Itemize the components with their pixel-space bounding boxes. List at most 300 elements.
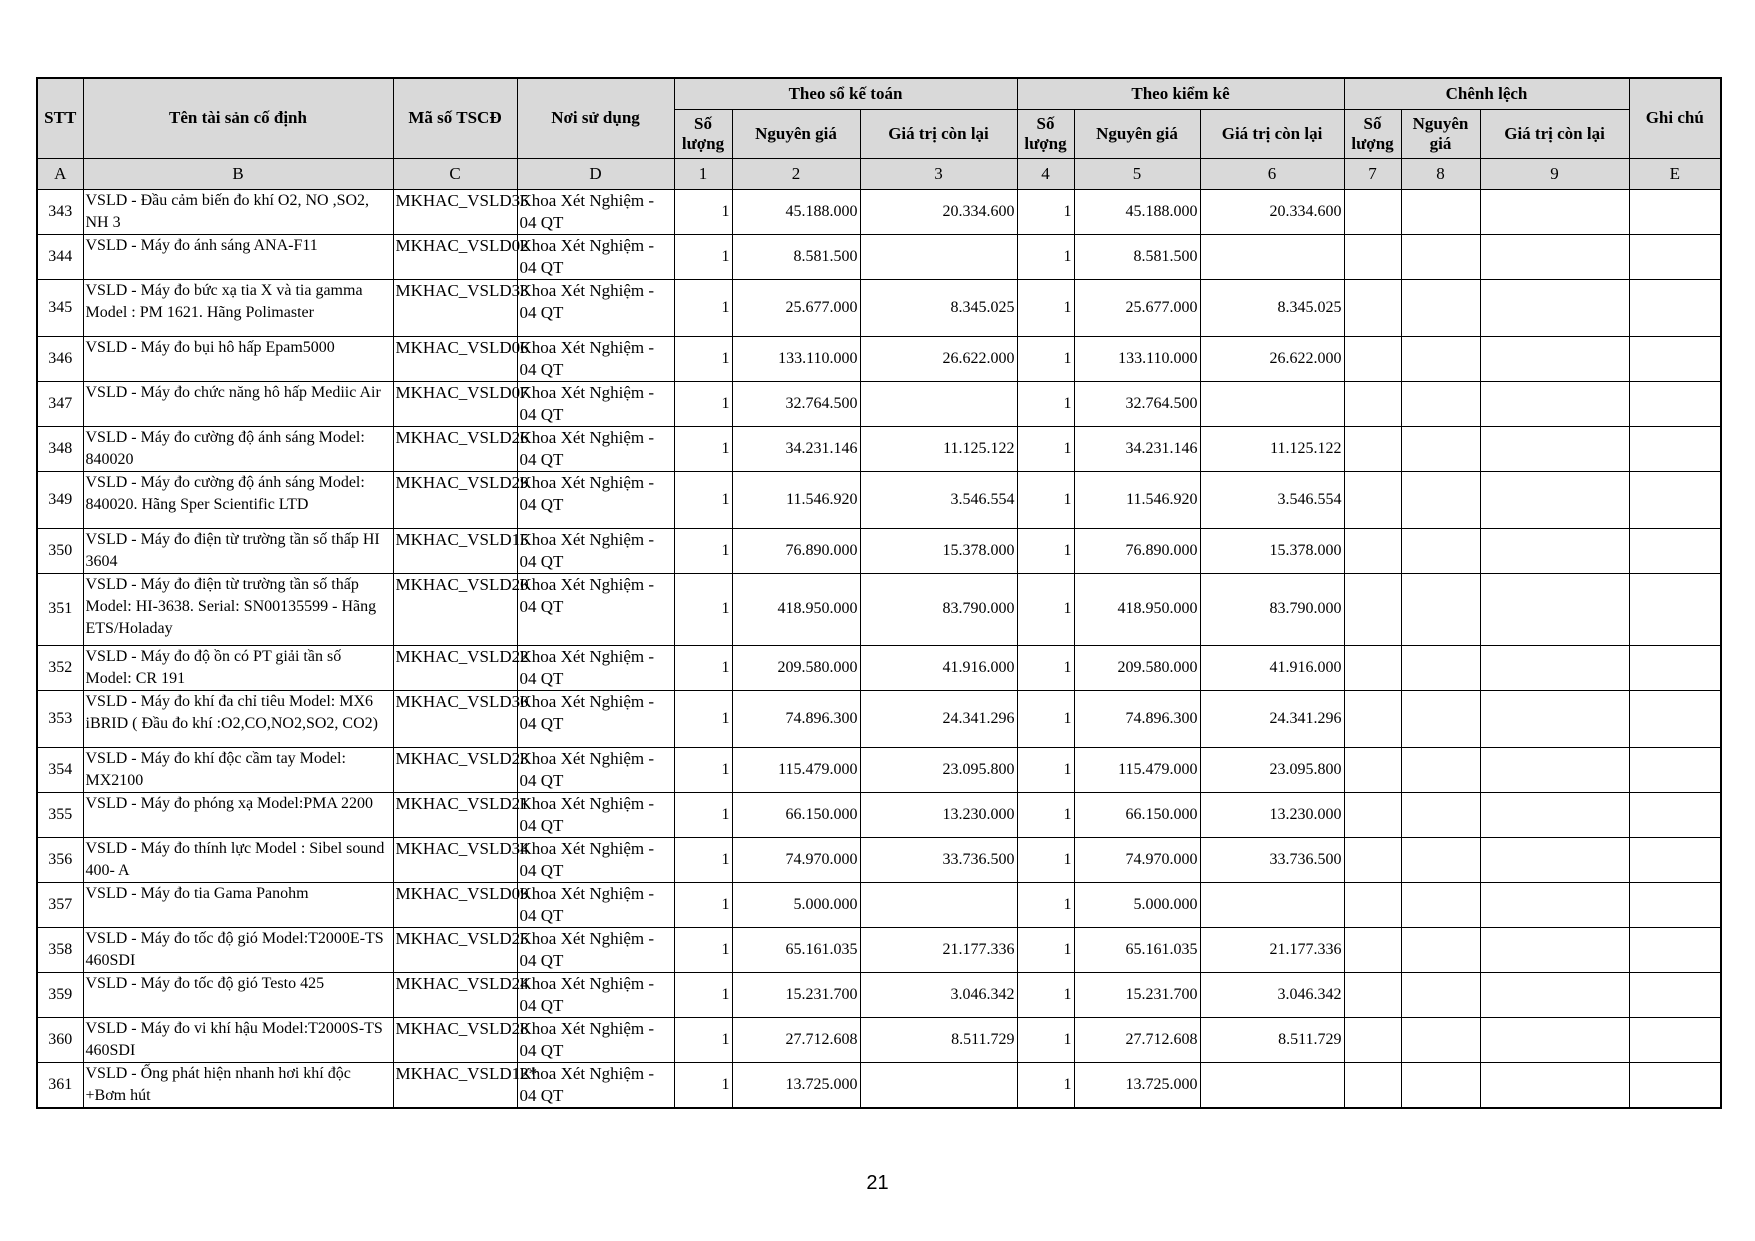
- row-qty-accounting: 1: [674, 882, 732, 927]
- table-row: [37, 747, 1721, 792]
- row-asset-name: VSLD - Máy đo tốc độ gió Testo 425: [83, 972, 393, 1017]
- row-price-difference: [1401, 747, 1480, 792]
- row-location: Khoa Xét Nghiệm - 04 QT: [517, 1062, 674, 1108]
- row-qty-difference: [1344, 426, 1401, 471]
- row-qty-accounting: 1: [674, 381, 732, 426]
- row-price-inventory: 5.000.000: [1074, 882, 1200, 927]
- row-asset-code: MKHAC_VSLD21: [393, 792, 517, 837]
- row-note: [1629, 381, 1721, 426]
- row-qty-inventory: 1: [1017, 528, 1074, 573]
- row-note: [1629, 690, 1721, 747]
- row-stt: 352: [37, 645, 83, 690]
- row-asset-name: VSLD - Máy đo phóng xạ Model:PMA 2200: [83, 792, 393, 837]
- row-price-accounting: 32.764.500: [732, 381, 860, 426]
- row-remaining-inventory: 11.125.122: [1200, 426, 1344, 471]
- header-group-accounting: Theo sổ kế toán: [674, 78, 1017, 109]
- row-asset-name: VSLD - Máy đo điện từ trường tần số thấp Model: HI-3638. Serial: SN00135599 - Hãng ETS/Holaday: [83, 573, 393, 645]
- row-remaining-inventory: [1200, 381, 1344, 426]
- row-remaining-accounting: 21.177.336: [860, 927, 1017, 972]
- row-asset-code: MKHAC_VSLD29: [393, 471, 517, 528]
- row-price-difference: [1401, 573, 1480, 645]
- row-note: [1629, 471, 1721, 528]
- row-stt: 349: [37, 471, 83, 528]
- row-note: [1629, 279, 1721, 336]
- row-qty-inventory: 1: [1017, 279, 1074, 336]
- row-remaining-inventory: 21.177.336: [1200, 927, 1344, 972]
- row-qty-accounting: 1: [674, 645, 732, 690]
- row-location: Khoa Xét Nghiệm - 04 QT: [517, 381, 674, 426]
- row-qty-difference: [1344, 882, 1401, 927]
- table-row: [37, 189, 1721, 234]
- row-stt: 347: [37, 381, 83, 426]
- table-row: [37, 573, 1721, 645]
- row-remaining-accounting: 3.046.342: [860, 972, 1017, 1017]
- row-stt: 356: [37, 837, 83, 882]
- row-remaining-difference: [1480, 528, 1629, 573]
- row-note: [1629, 336, 1721, 381]
- row-qty-difference: [1344, 1017, 1401, 1062]
- row-qty-accounting: 1: [674, 471, 732, 528]
- row-qty-inventory: 1: [1017, 189, 1074, 234]
- asset-inventory-table: [36, 77, 1722, 1109]
- row-asset-code: MKHAC_VSLD35: [393, 189, 517, 234]
- row-asset-code: MKHAC_VSLD28: [393, 1017, 517, 1062]
- row-location: Khoa Xét Nghiệm - 04 QT: [517, 528, 674, 573]
- row-location: Khoa Xét Nghiệm - 04 QT: [517, 279, 674, 336]
- row-price-accounting: 8.581.500: [732, 234, 860, 279]
- row-qty-difference: [1344, 1062, 1401, 1108]
- row-asset-code: MKHAC_VSLD24: [393, 972, 517, 1017]
- row-remaining-accounting: 83.790.000: [860, 573, 1017, 645]
- column-letter: 1: [674, 158, 732, 189]
- row-qty-accounting: 1: [674, 837, 732, 882]
- row-asset-name: VSLD - Máy đo chức năng hô hấp Mediic Air: [83, 381, 393, 426]
- row-price-difference: [1401, 381, 1480, 426]
- row-price-accounting: 115.479.000: [732, 747, 860, 792]
- row-price-inventory: 76.890.000: [1074, 528, 1200, 573]
- row-note: [1629, 426, 1721, 471]
- row-asset-name: VSLD - Máy đo điện từ trường tần số thấp HI 3604: [83, 528, 393, 573]
- row-qty-accounting: 1: [674, 528, 732, 573]
- row-qty-accounting: 1: [674, 792, 732, 837]
- row-asset-code: MKHAC_VSLD06: [393, 336, 517, 381]
- row-stt: 357: [37, 882, 83, 927]
- row-price-inventory: 133.110.000: [1074, 336, 1200, 381]
- row-remaining-inventory: 15.378.000: [1200, 528, 1344, 573]
- table-row: [37, 882, 1721, 927]
- row-qty-inventory: 1: [1017, 381, 1074, 426]
- row-price-difference: [1401, 972, 1480, 1017]
- row-remaining-accounting: 3.546.554: [860, 471, 1017, 528]
- row-qty-difference: [1344, 381, 1401, 426]
- row-qty-accounting: 1: [674, 972, 732, 1017]
- row-asset-code: MKHAC_VSLD09: [393, 882, 517, 927]
- header-price-accounting: Nguyên giá: [732, 109, 860, 158]
- row-location: Khoa Xét Nghiệm - 04 QT: [517, 234, 674, 279]
- table-row: [37, 1062, 1721, 1108]
- row-asset-name: VSLD - Máy đo ánh sáng ANA-F11: [83, 234, 393, 279]
- row-stt: 354: [37, 747, 83, 792]
- row-price-difference: [1401, 189, 1480, 234]
- row-price-inventory: 8.581.500: [1074, 234, 1200, 279]
- table-row: [37, 1017, 1721, 1062]
- row-qty-difference: [1344, 336, 1401, 381]
- row-qty-accounting: 1: [674, 1017, 732, 1062]
- row-remaining-difference: [1480, 381, 1629, 426]
- column-letter-row: [37, 158, 1721, 189]
- row-price-difference: [1401, 528, 1480, 573]
- row-asset-code: MKHAC_VSLD33: [393, 279, 517, 336]
- row-price-inventory: 27.712.608: [1074, 1017, 1200, 1062]
- row-remaining-difference: [1480, 645, 1629, 690]
- row-remaining-inventory: 83.790.000: [1200, 573, 1344, 645]
- row-price-accounting: 45.188.000: [732, 189, 860, 234]
- row-remaining-accounting: [860, 234, 1017, 279]
- row-qty-accounting: 1: [674, 573, 732, 645]
- row-price-inventory: 15.231.700: [1074, 972, 1200, 1017]
- row-price-difference: [1401, 645, 1480, 690]
- row-asset-name: VSLD - Máy đo cường độ ánh sáng Model: 840020. Hãng Sper Scientific LTD: [83, 471, 393, 528]
- row-asset-code: MKHAC_VSLD02: [393, 234, 517, 279]
- row-remaining-accounting: 24.341.296: [860, 690, 1017, 747]
- row-remaining-difference: [1480, 189, 1629, 234]
- row-price-accounting: 11.546.920: [732, 471, 860, 528]
- row-asset-code: MKHAC_VSLD30: [393, 690, 517, 747]
- row-remaining-inventory: 13.230.000: [1200, 792, 1344, 837]
- row-asset-name: VSLD - Máy đo thính lực Model : Sibel sound 400- A: [83, 837, 393, 882]
- row-stt: 359: [37, 972, 83, 1017]
- row-remaining-inventory: 8.511.729: [1200, 1017, 1344, 1062]
- row-asset-code: MKHAC_VSLD23: [393, 747, 517, 792]
- row-asset-name: VSLD - Máy đo độ ồn có PT giải tần số Model: CR 191: [83, 645, 393, 690]
- row-note: [1629, 972, 1721, 1017]
- header-remaining-inventory: Giá trị còn lại: [1200, 109, 1344, 158]
- column-letter: 6: [1200, 158, 1344, 189]
- row-location: Khoa Xét Nghiệm - 04 QT: [517, 747, 674, 792]
- row-price-difference: [1401, 279, 1480, 336]
- row-qty-inventory: 1: [1017, 690, 1074, 747]
- row-price-difference: [1401, 336, 1480, 381]
- row-remaining-inventory: [1200, 234, 1344, 279]
- row-stt: 358: [37, 927, 83, 972]
- row-qty-difference: [1344, 279, 1401, 336]
- row-price-difference: [1401, 1017, 1480, 1062]
- table-row: [37, 528, 1721, 573]
- header-remaining-accounting: Giá trị còn lại: [860, 109, 1017, 158]
- row-stt: 353: [37, 690, 83, 747]
- row-remaining-accounting: 20.334.600: [860, 189, 1017, 234]
- row-qty-inventory: 1: [1017, 426, 1074, 471]
- row-remaining-accounting: 8.345.025: [860, 279, 1017, 336]
- row-note: [1629, 234, 1721, 279]
- row-price-inventory: 209.580.000: [1074, 645, 1200, 690]
- row-qty-accounting: 1: [674, 690, 732, 747]
- row-location: Khoa Xét Nghiệm - 04 QT: [517, 645, 674, 690]
- row-stt: 351: [37, 573, 83, 645]
- row-qty-difference: [1344, 573, 1401, 645]
- row-remaining-accounting: [860, 1062, 1017, 1108]
- row-remaining-difference: [1480, 1062, 1629, 1108]
- row-price-accounting: 15.231.700: [732, 972, 860, 1017]
- row-qty-inventory: 1: [1017, 882, 1074, 927]
- table-row: [37, 645, 1721, 690]
- row-price-inventory: 25.677.000: [1074, 279, 1200, 336]
- row-qty-inventory: 1: [1017, 336, 1074, 381]
- row-remaining-accounting: [860, 381, 1017, 426]
- row-qty-inventory: 1: [1017, 1017, 1074, 1062]
- row-price-accounting: 74.896.300: [732, 690, 860, 747]
- row-stt: 361: [37, 1062, 83, 1108]
- row-qty-accounting: 1: [674, 279, 732, 336]
- row-price-difference: [1401, 927, 1480, 972]
- row-asset-name: VSLD - Đầu cảm biến đo khí O2, NO ,SO2, NH 3: [83, 189, 393, 234]
- row-remaining-accounting: 11.125.122: [860, 426, 1017, 471]
- row-stt: 350: [37, 528, 83, 573]
- row-price-inventory: 32.764.500: [1074, 381, 1200, 426]
- row-remaining-inventory: 8.345.025: [1200, 279, 1344, 336]
- header-remaining-difference: Giá trị còn lại: [1480, 109, 1629, 158]
- row-qty-difference: [1344, 690, 1401, 747]
- row-remaining-inventory: 41.916.000: [1200, 645, 1344, 690]
- row-stt: 346: [37, 336, 83, 381]
- row-qty-difference: [1344, 645, 1401, 690]
- row-price-inventory: 11.546.920: [1074, 471, 1200, 528]
- header-note: Ghi chú: [1629, 78, 1721, 158]
- row-remaining-inventory: 33.736.500: [1200, 837, 1344, 882]
- row-remaining-difference: [1480, 234, 1629, 279]
- row-remaining-difference: [1480, 837, 1629, 882]
- row-price-difference: [1401, 234, 1480, 279]
- row-qty-inventory: 1: [1017, 645, 1074, 690]
- header-group-inventory: Theo kiểm kê: [1017, 78, 1344, 109]
- row-asset-name: VSLD - Máy đo khí độc cầm tay Model: MX2100: [83, 747, 393, 792]
- row-price-inventory: 45.188.000: [1074, 189, 1200, 234]
- row-price-accounting: 65.161.035: [732, 927, 860, 972]
- row-location: Khoa Xét Nghiệm - 04 QT: [517, 336, 674, 381]
- row-price-difference: [1401, 471, 1480, 528]
- row-qty-accounting: 1: [674, 927, 732, 972]
- header-price-difference: Nguyên giá: [1401, 109, 1480, 158]
- row-price-accounting: 133.110.000: [732, 336, 860, 381]
- row-remaining-difference: [1480, 882, 1629, 927]
- header-asset-name: Tên tài sản cố định: [83, 78, 393, 158]
- row-remaining-difference: [1480, 747, 1629, 792]
- column-letter: 9: [1480, 158, 1629, 189]
- row-note: [1629, 792, 1721, 837]
- row-location: Khoa Xét Nghiệm - 04 QT: [517, 189, 674, 234]
- row-asset-name: VSLD - Máy đo vi khí hậu Model:T2000S-TS 460SDI: [83, 1017, 393, 1062]
- column-letter: 2: [732, 158, 860, 189]
- row-remaining-difference: [1480, 573, 1629, 645]
- row-location: Khoa Xét Nghiệm - 04 QT: [517, 882, 674, 927]
- row-note: [1629, 528, 1721, 573]
- header-group-difference: Chênh lệch: [1344, 78, 1629, 109]
- row-qty-inventory: 1: [1017, 927, 1074, 972]
- table-row: [37, 426, 1721, 471]
- row-remaining-inventory: [1200, 882, 1344, 927]
- row-remaining-difference: [1480, 972, 1629, 1017]
- row-price-inventory: 74.896.300: [1074, 690, 1200, 747]
- row-qty-inventory: 1: [1017, 471, 1074, 528]
- row-qty-accounting: 1: [674, 336, 732, 381]
- table-row: [37, 690, 1721, 747]
- row-stt: 343: [37, 189, 83, 234]
- row-qty-accounting: 1: [674, 234, 732, 279]
- row-stt: 344: [37, 234, 83, 279]
- row-location: Khoa Xét Nghiệm - 04 QT: [517, 927, 674, 972]
- column-letter: A: [37, 158, 83, 189]
- row-asset-code: MKHAC_VSLD12*: [393, 1062, 517, 1108]
- header-qty-difference: Số lượng: [1344, 109, 1401, 158]
- table-row: [37, 234, 1721, 279]
- row-remaining-accounting: 23.095.800: [860, 747, 1017, 792]
- row-remaining-inventory: 26.622.000: [1200, 336, 1344, 381]
- table-row: [37, 972, 1721, 1017]
- row-note: [1629, 837, 1721, 882]
- row-remaining-accounting: 13.230.000: [860, 792, 1017, 837]
- row-note: [1629, 189, 1721, 234]
- row-stt: 360: [37, 1017, 83, 1062]
- page-number: 21: [866, 1172, 889, 1194]
- row-qty-difference: [1344, 189, 1401, 234]
- row-remaining-accounting: 15.378.000: [860, 528, 1017, 573]
- header-stt: STT: [37, 78, 83, 158]
- row-asset-name: VSLD - Máy đo bụi hô hấp Epam5000: [83, 336, 393, 381]
- row-qty-difference: [1344, 927, 1401, 972]
- table-row: [37, 927, 1721, 972]
- row-qty-inventory: 1: [1017, 1062, 1074, 1108]
- row-price-inventory: 66.150.000: [1074, 792, 1200, 837]
- row-remaining-inventory: 23.095.800: [1200, 747, 1344, 792]
- column-letter: 3: [860, 158, 1017, 189]
- row-price-accounting: 76.890.000: [732, 528, 860, 573]
- row-location: Khoa Xét Nghiệm - 04 QT: [517, 426, 674, 471]
- row-qty-inventory: 1: [1017, 573, 1074, 645]
- row-price-accounting: 5.000.000: [732, 882, 860, 927]
- row-remaining-difference: [1480, 792, 1629, 837]
- column-letter: B: [83, 158, 393, 189]
- row-remaining-inventory: 20.334.600: [1200, 189, 1344, 234]
- row-qty-inventory: 1: [1017, 234, 1074, 279]
- row-note: [1629, 1017, 1721, 1062]
- row-asset-code: MKHAC_VSLD34: [393, 837, 517, 882]
- row-price-accounting: 25.677.000: [732, 279, 860, 336]
- row-price-accounting: 34.231.146: [732, 426, 860, 471]
- row-stt: 355: [37, 792, 83, 837]
- row-qty-difference: [1344, 471, 1401, 528]
- row-asset-name: VSLD - Máy đo bức xạ tia X và tia gamma Model : PM 1621. Hãng Polimaster: [83, 279, 393, 336]
- row-qty-difference: [1344, 528, 1401, 573]
- row-asset-code: MKHAC_VSLD15: [393, 528, 517, 573]
- row-remaining-inventory: 3.546.554: [1200, 471, 1344, 528]
- row-price-difference: [1401, 837, 1480, 882]
- table-row: [37, 471, 1721, 528]
- row-price-difference: [1401, 882, 1480, 927]
- row-price-inventory: 418.950.000: [1074, 573, 1200, 645]
- row-qty-inventory: 1: [1017, 747, 1074, 792]
- row-asset-name: VSLD - Máy đo cường độ ánh sáng Model: 840020: [83, 426, 393, 471]
- table-row: [37, 837, 1721, 882]
- row-remaining-inventory: [1200, 1062, 1344, 1108]
- row-qty-difference: [1344, 837, 1401, 882]
- row-price-difference: [1401, 426, 1480, 471]
- row-asset-code: MKHAC_VSLD07: [393, 381, 517, 426]
- row-price-accounting: 209.580.000: [732, 645, 860, 690]
- table-body: [37, 189, 1721, 1108]
- row-remaining-accounting: 26.622.000: [860, 336, 1017, 381]
- row-remaining-accounting: [860, 882, 1017, 927]
- row-remaining-difference: [1480, 927, 1629, 972]
- row-asset-name: VSLD - Ống phát hiện nhanh hơi khí độc +Bơm hút: [83, 1062, 393, 1108]
- row-location: Khoa Xét Nghiệm - 04 QT: [517, 792, 674, 837]
- row-price-accounting: 74.970.000: [732, 837, 860, 882]
- row-asset-code: MKHAC_VSLD20: [393, 573, 517, 645]
- row-remaining-difference: [1480, 1017, 1629, 1062]
- table-row: [37, 279, 1721, 336]
- row-stt: 348: [37, 426, 83, 471]
- row-qty-difference: [1344, 792, 1401, 837]
- row-remaining-difference: [1480, 426, 1629, 471]
- row-remaining-inventory: 3.046.342: [1200, 972, 1344, 1017]
- row-qty-inventory: 1: [1017, 792, 1074, 837]
- header-qty-inventory: Số lượng: [1017, 109, 1074, 158]
- row-qty-accounting: 1: [674, 1062, 732, 1108]
- header-asset-code: Mã số TSCĐ: [393, 78, 517, 158]
- row-location: Khoa Xét Nghiệm - 04 QT: [517, 837, 674, 882]
- table-row: [37, 792, 1721, 837]
- row-price-inventory: 34.231.146: [1074, 426, 1200, 471]
- column-letter: 8: [1401, 158, 1480, 189]
- row-note: [1629, 747, 1721, 792]
- row-asset-code: MKHAC_VSLD25: [393, 927, 517, 972]
- row-qty-accounting: 1: [674, 189, 732, 234]
- row-remaining-difference: [1480, 690, 1629, 747]
- row-price-difference: [1401, 1062, 1480, 1108]
- row-location: Khoa Xét Nghiệm - 04 QT: [517, 1017, 674, 1062]
- row-location: Khoa Xét Nghiệm - 04 QT: [517, 972, 674, 1017]
- row-price-accounting: 27.712.608: [732, 1017, 860, 1062]
- row-price-accounting: 13.725.000: [732, 1062, 860, 1108]
- row-location: Khoa Xét Nghiệm - 04 QT: [517, 690, 674, 747]
- row-remaining-difference: [1480, 471, 1629, 528]
- row-asset-code: MKHAC_VSLD22: [393, 645, 517, 690]
- column-letter: D: [517, 158, 674, 189]
- row-remaining-accounting: 33.736.500: [860, 837, 1017, 882]
- row-qty-difference: [1344, 972, 1401, 1017]
- column-letter: E: [1629, 158, 1721, 189]
- header-qty-accounting: Số lượng: [674, 109, 732, 158]
- row-price-accounting: 418.950.000: [732, 573, 860, 645]
- row-qty-accounting: 1: [674, 747, 732, 792]
- row-remaining-inventory: 24.341.296: [1200, 690, 1344, 747]
- row-price-inventory: 74.970.000: [1074, 837, 1200, 882]
- row-note: [1629, 573, 1721, 645]
- header-location: Nơi sử dụng: [517, 78, 674, 158]
- header-price-inventory: Nguyên giá: [1074, 109, 1200, 158]
- row-note: [1629, 927, 1721, 972]
- row-remaining-difference: [1480, 336, 1629, 381]
- column-letter: 4: [1017, 158, 1074, 189]
- table-row: [37, 381, 1721, 426]
- column-letter: 7: [1344, 158, 1401, 189]
- row-stt: 345: [37, 279, 83, 336]
- row-price-difference: [1401, 690, 1480, 747]
- row-price-inventory: 115.479.000: [1074, 747, 1200, 792]
- row-qty-difference: [1344, 234, 1401, 279]
- row-remaining-difference: [1480, 279, 1629, 336]
- row-location: Khoa Xét Nghiệm - 04 QT: [517, 573, 674, 645]
- row-price-inventory: 65.161.035: [1074, 927, 1200, 972]
